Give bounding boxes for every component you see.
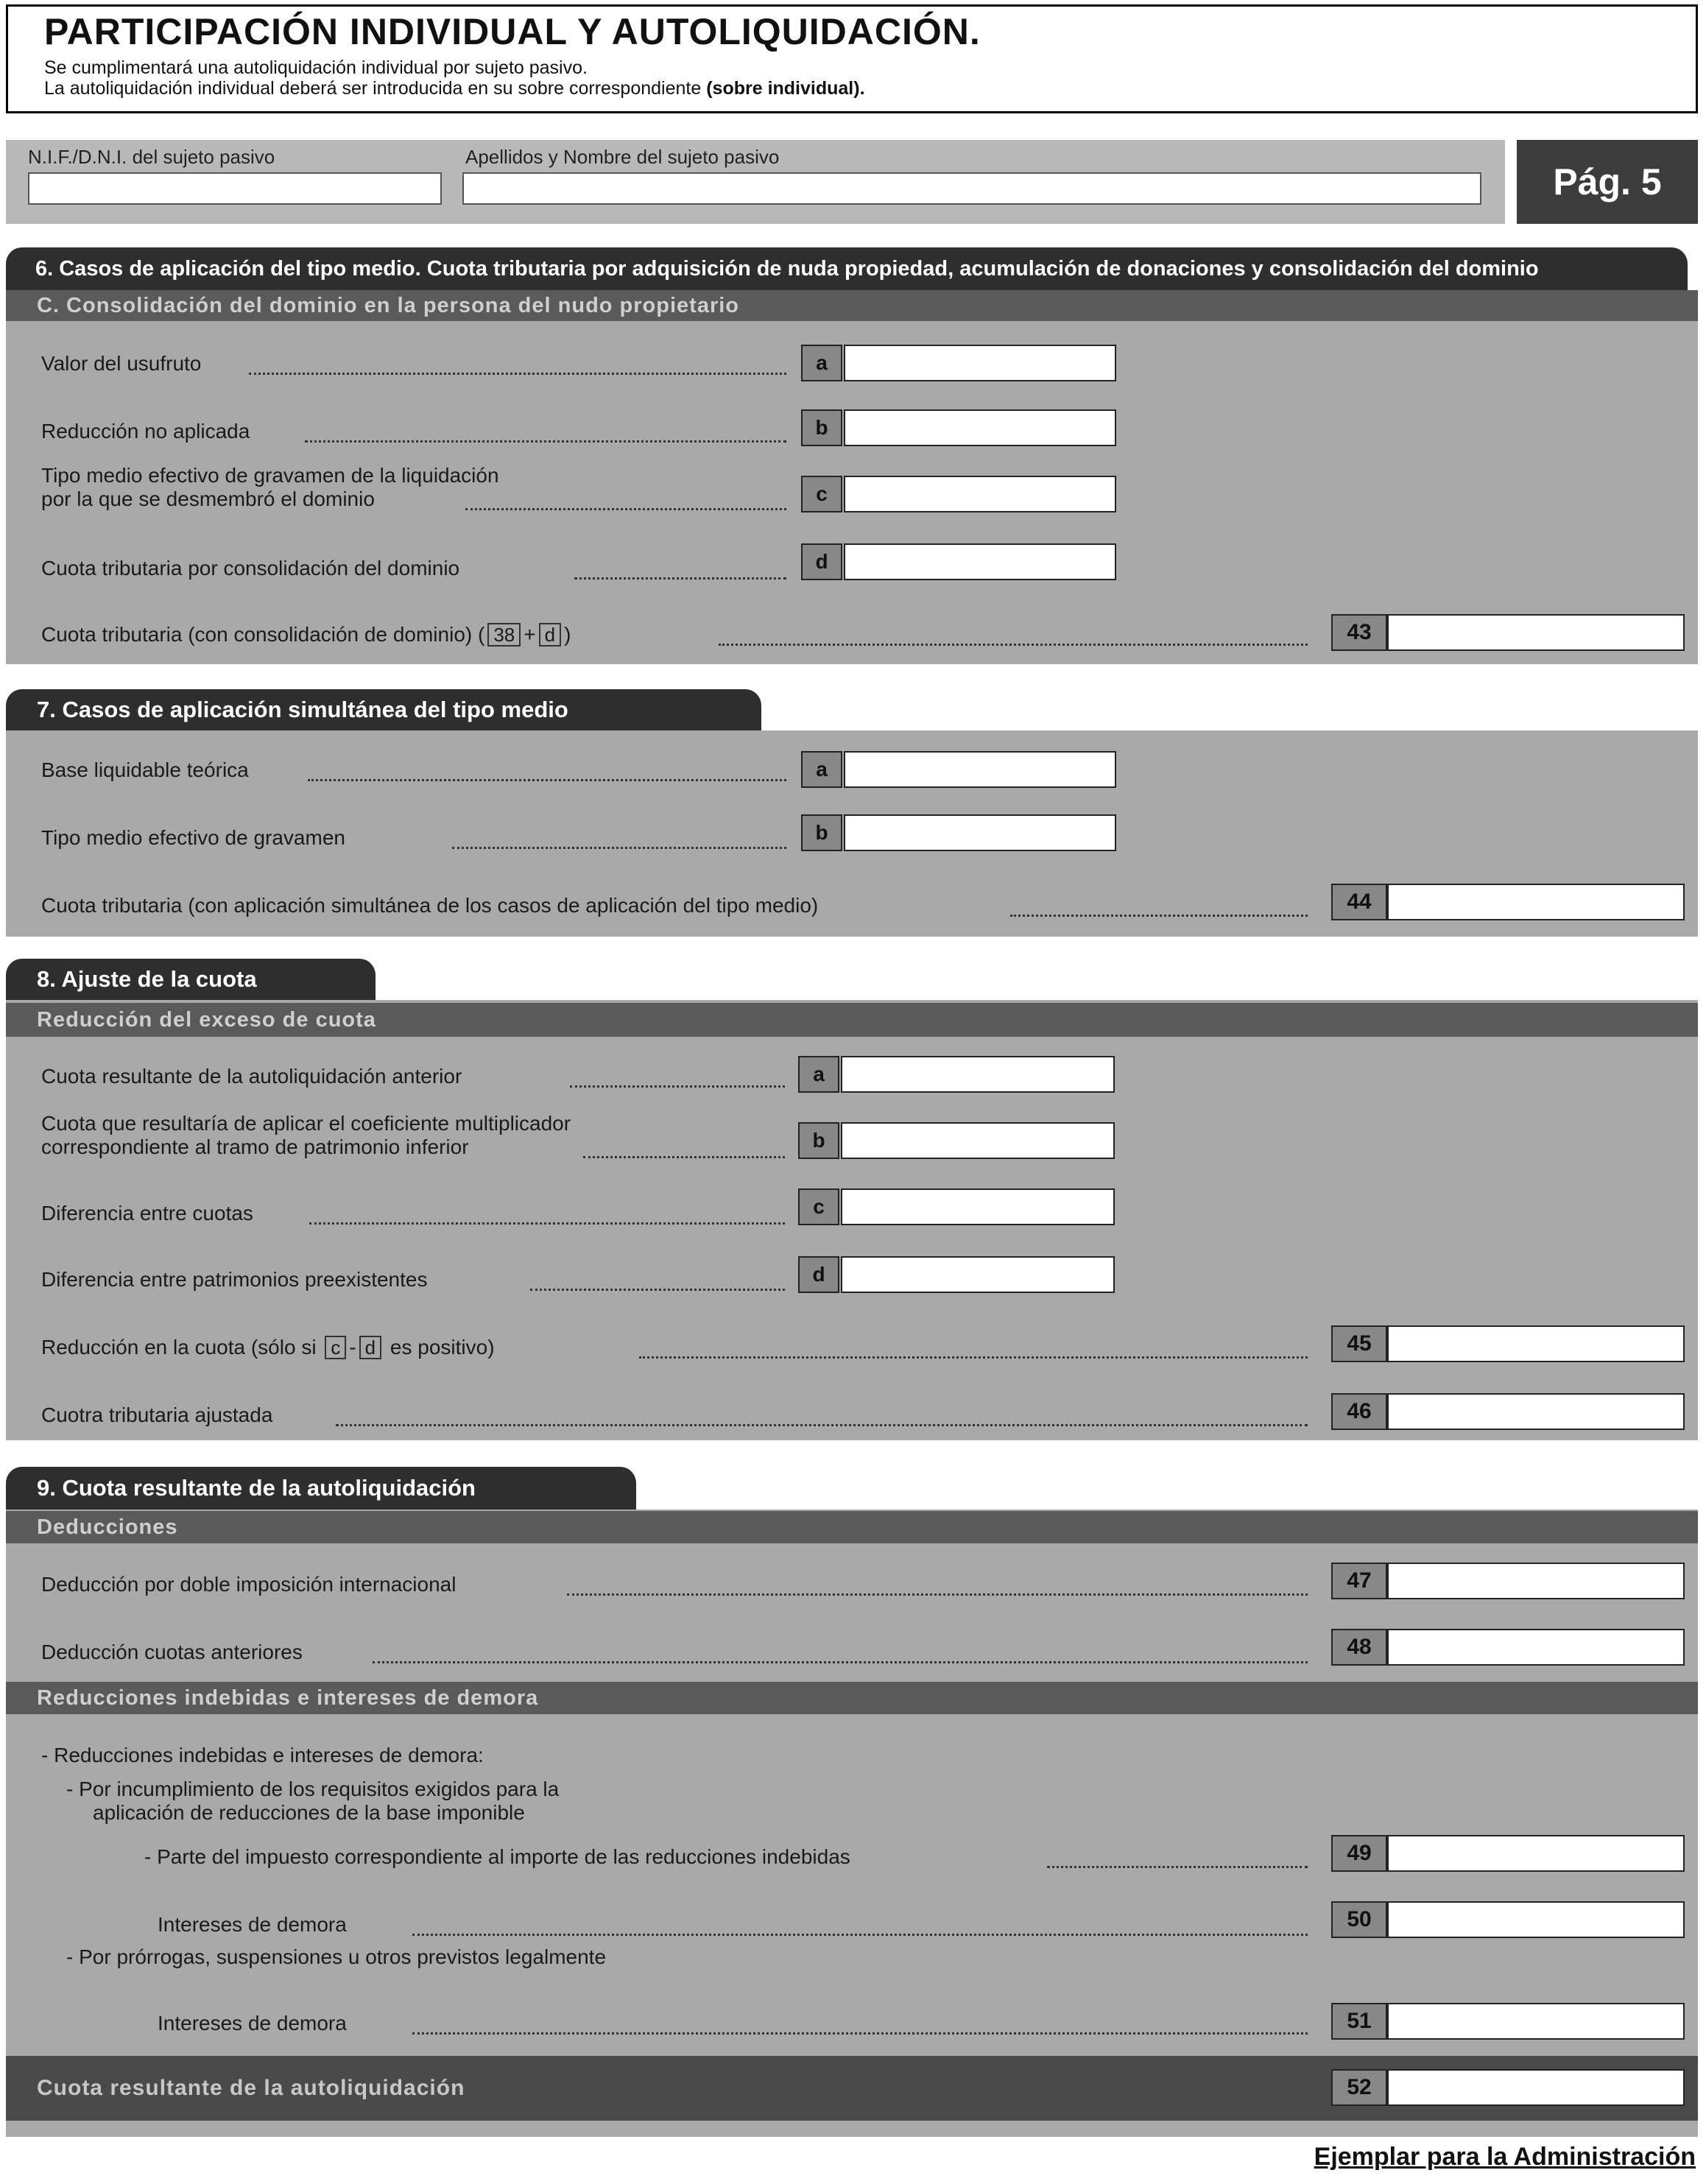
ref-box-c: c — [325, 1336, 346, 1359]
leader-dots — [574, 577, 786, 580]
box-47: 47 — [1331, 1563, 1387, 1599]
section-8-subheading: Reducción del exceso de cuota — [6, 1003, 1698, 1037]
s8-reduction-label: Reducción en la cuota (sólo si c - d es positivo) — [41, 1336, 495, 1359]
name-field[interactable] — [462, 172, 1481, 205]
leader-dots — [309, 1222, 785, 1225]
box-52: 52 — [1331, 2069, 1387, 2106]
leader-dots — [583, 1156, 785, 1158]
leader-dots — [1047, 1866, 1308, 1868]
leader-dots — [530, 1289, 785, 1291]
ref-box-38: 38 — [487, 623, 521, 647]
s6-total-label: Cuota tributaria (con consolidación de dominio) ( 38 + d ) — [41, 623, 571, 646]
s8-adjusted-label: Cuotra tributaria ajustada — [41, 1403, 273, 1426]
s9-row-51-label: Intereses de demora — [158, 2012, 347, 2035]
nif-label: N.I.F./D.N.I. del sujeto pasivo — [28, 146, 275, 168]
s7-total-label: Cuota tributaria (con aplicación simultánea de los casos de aplicación del tipo medio) — [41, 894, 819, 917]
s9-final-label-bar: Cuota resultante de la autoliquidación — [6, 2056, 1698, 2121]
field-45[interactable] — [1387, 1325, 1685, 1362]
s7-box-b: b — [801, 814, 842, 851]
box-51: 51 — [1331, 2003, 1387, 2040]
page-number-badge: Pág. 5 — [1517, 140, 1698, 224]
section-9-title: 9. Cuota resultante de la autoliquidación — [6, 1467, 636, 1510]
s7-box-a: a — [801, 751, 842, 788]
name-label: Apellidos y Nombre del sujeto pasivo — [465, 146, 780, 168]
s6-row-b-label: Reducción no aplicada — [41, 420, 250, 443]
s9-deduction-48-label: Deducción cuotas anteriores — [41, 1641, 303, 1663]
s8-field-a[interactable] — [841, 1056, 1115, 1093]
s8-row-a-label: Cuota resultante de la autoliquidación anterior — [41, 1065, 462, 1088]
s8-field-d[interactable] — [841, 1256, 1115, 1293]
box-50: 50 — [1331, 1901, 1387, 1938]
leader-dots — [567, 1593, 1308, 1596]
leader-dots — [249, 373, 786, 375]
field-52[interactable] — [1387, 2069, 1685, 2106]
leader-dots — [412, 2032, 1308, 2035]
s6-row-c-label-2: por la que se desmembró el dominio — [41, 487, 375, 510]
s8-row-d-label: Diferencia entre patrimonios preexistentes — [41, 1268, 428, 1291]
s9-extensions-line: - Por prórrogas, suspensiones u otros previstos legalmente — [66, 1945, 607, 1968]
field-46[interactable] — [1387, 1393, 1685, 1430]
box-46: 46 — [1331, 1393, 1387, 1430]
s8-field-b[interactable] — [841, 1122, 1115, 1159]
leader-dots — [412, 1934, 1308, 1936]
s8-box-a: a — [798, 1056, 839, 1093]
s6-field-a[interactable] — [844, 345, 1116, 381]
s7-field-a[interactable] — [844, 751, 1116, 788]
s6-row-d-label: Cuota tributaria por consolidación del dominio — [41, 557, 460, 580]
leader-dots — [305, 440, 786, 443]
section-7-title: 7. Casos de aplicación simultánea del tipo medio — [6, 689, 761, 730]
nif-field[interactable] — [28, 172, 442, 205]
leader-dots — [570, 1085, 785, 1088]
s9-deduction-47-label: Deducción por doble imposición internacional — [41, 1573, 457, 1596]
s9-noncompliance-line-2: aplicación de reducciones de la base imponible — [93, 1801, 525, 1824]
leader-dots — [719, 644, 1308, 646]
s6-field-b[interactable] — [844, 409, 1116, 446]
box-48: 48 — [1331, 1629, 1387, 1666]
s9-reductions-heading-line: - Reducciones indebidas e intereses de demora: — [41, 1744, 484, 1766]
leader-dots — [465, 508, 786, 510]
s6-box-b: b — [801, 409, 842, 446]
field-44[interactable] — [1387, 884, 1685, 920]
s6-row-c-label-1: Tipo medio efectivo de gravamen de la liquidación — [41, 464, 499, 487]
s6-box-c: c — [801, 476, 842, 512]
s8-row-c-label: Diferencia entre cuotas — [41, 1202, 253, 1225]
s8-field-c[interactable] — [841, 1188, 1115, 1225]
leader-dots — [373, 1661, 1308, 1663]
s9-row-50-label: Intereses de demora — [158, 1913, 347, 1936]
field-43[interactable] — [1387, 614, 1685, 651]
s6-field-d[interactable] — [844, 543, 1116, 580]
header-instruction-2: La autoliquidación individual deberá ser introducida en su sobre correspondiente (sobre individual). — [44, 78, 865, 99]
s8-box-b: b — [798, 1122, 839, 1159]
s7-row-b-label: Tipo medio efectivo de gravamen — [41, 826, 345, 849]
s9-row-49-label: - Parte del impuesto correspondiente al importe de las reducciones indebidas — [144, 1845, 850, 1868]
field-49[interactable] — [1387, 1835, 1685, 1872]
leader-dots — [1010, 915, 1308, 917]
copy-label: Ejemplar para la Administración — [1314, 2143, 1696, 2171]
field-48[interactable] — [1387, 1629, 1685, 1666]
page-title: PARTICIPACIÓN INDIVIDUAL Y AUTOLIQUIDACIÓN. — [44, 11, 981, 52]
leader-dots — [452, 847, 786, 849]
s8-row-b-label-1: Cuota que resultaría de aplicar el coeficiente multiplicador — [41, 1112, 571, 1135]
section-6-title: 6. Casos de aplicación del tipo medio. Cuota tributaria por adquisición de nuda propiedad, acumulación de donaciones y consolidación del dominio — [6, 247, 1688, 290]
s7-field-b[interactable] — [844, 814, 1116, 851]
ref-box-d: d — [359, 1336, 381, 1359]
s6-field-c[interactable] — [844, 476, 1116, 512]
s6-box-d: d — [801, 543, 842, 580]
s8-box-c: c — [798, 1188, 839, 1225]
s9-noncompliance-line-1: - Por incumplimiento de los requisitos exigidos para la — [66, 1778, 560, 1800]
field-51[interactable] — [1387, 2003, 1685, 2040]
box-45: 45 — [1331, 1325, 1387, 1362]
section-6-subheading: C. Consolidación del dominio en la persona del nudo propietario — [6, 290, 1698, 321]
box-43: 43 — [1331, 614, 1387, 651]
s6-row-a-label: Valor del usufruto — [41, 352, 202, 375]
section-8-title: 8. Ajuste de la cuota — [6, 959, 376, 1000]
field-50[interactable] — [1387, 1901, 1685, 1938]
box-49: 49 — [1331, 1835, 1387, 1872]
leader-dots — [336, 1424, 1308, 1426]
leader-dots — [639, 1356, 1308, 1359]
s8-box-d: d — [798, 1256, 839, 1293]
header-instruction-1: Se cumplimentará una autoliquidación individual por sujeto pasivo. — [44, 57, 588, 78]
s7-row-a-label: Base liquidable teórica — [41, 758, 249, 781]
box-44: 44 — [1331, 884, 1387, 920]
ref-box-d: d — [539, 623, 561, 647]
s8-row-b-label-2: correspondiente al tramo de patrimonio inferior — [41, 1135, 469, 1158]
leader-dots — [308, 779, 786, 781]
section-9-deductions-heading: Deducciones — [6, 1511, 1698, 1543]
field-47[interactable] — [1387, 1563, 1685, 1599]
section-9-reductions-heading: Reducciones indebidas e intereses de demora — [6, 1682, 1698, 1714]
s6-box-a: a — [801, 345, 842, 381]
